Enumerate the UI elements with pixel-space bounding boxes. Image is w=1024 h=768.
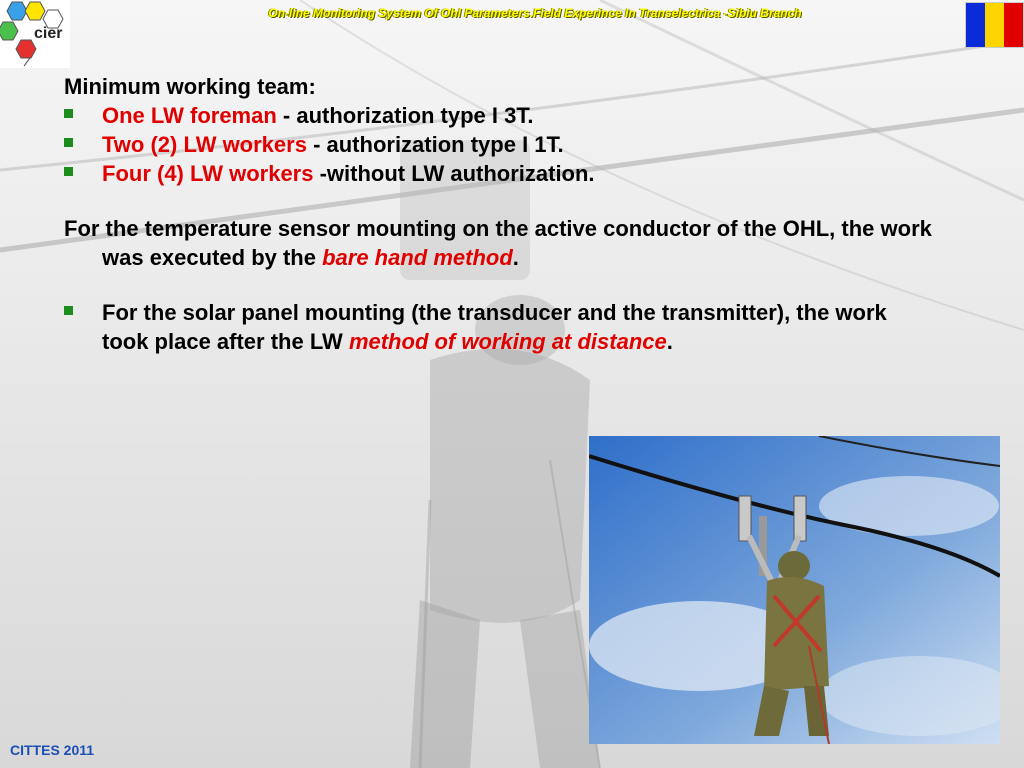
square-bullet-icon bbox=[64, 109, 73, 118]
team-item-workers-4 bbox=[64, 159, 964, 188]
sensor-text: For the temperature sensor mounting on the active conductor of the OHL, the work was executed by the bbox=[64, 216, 932, 270]
team-authorization: -without LW authorization. bbox=[313, 161, 595, 186]
lineman-photo bbox=[589, 436, 1000, 744]
solar-end: . bbox=[666, 329, 673, 354]
bare-hand-method: bare hand method bbox=[322, 245, 513, 270]
team-authorization: - authorization type I 1T. bbox=[306, 132, 564, 157]
square-bullet-icon bbox=[64, 167, 73, 176]
lineman-photo-graphic bbox=[589, 436, 1000, 744]
slide-content bbox=[64, 72, 964, 356]
team-heading: Minimum working team: bbox=[64, 74, 316, 99]
team-item-foreman bbox=[64, 101, 964, 130]
team-authorization: - authorization type I 3T. bbox=[276, 103, 534, 128]
solar-text: For the solar panel mounting (the transducer and the transmitter), the work took place after the LW bbox=[102, 300, 887, 354]
cier-logo bbox=[0, 0, 70, 68]
team-item-workers-2 bbox=[64, 130, 964, 159]
square-bullet-icon bbox=[64, 306, 73, 315]
svg-text:cier: cier bbox=[34, 25, 63, 42]
footer-label: CITTES 2011 bbox=[10, 742, 95, 758]
slide-header-title: On-line Monitoring System Of Ohl Parameters.Field Experince In Transelectrica -Sibiu Branch bbox=[268, 6, 802, 20]
cier-logo-graphic bbox=[0, 0, 70, 68]
flag-stripe-red bbox=[1004, 3, 1023, 47]
romania-flag bbox=[965, 2, 1024, 48]
flag-stripe-blue bbox=[966, 3, 985, 47]
team-role: One LW foreman bbox=[102, 103, 277, 128]
team-role: Two (2) LW workers bbox=[102, 132, 307, 157]
flag-stripe-yellow bbox=[985, 3, 1004, 47]
working-at-distance-method: method of working at distance bbox=[348, 329, 667, 354]
sensor-end: . bbox=[512, 245, 519, 270]
team-role: Four (4) LW workers bbox=[102, 161, 314, 186]
square-bullet-icon bbox=[64, 138, 73, 147]
sensor-mounting-paragraph bbox=[64, 214, 964, 272]
solar-panel-item bbox=[64, 298, 892, 356]
